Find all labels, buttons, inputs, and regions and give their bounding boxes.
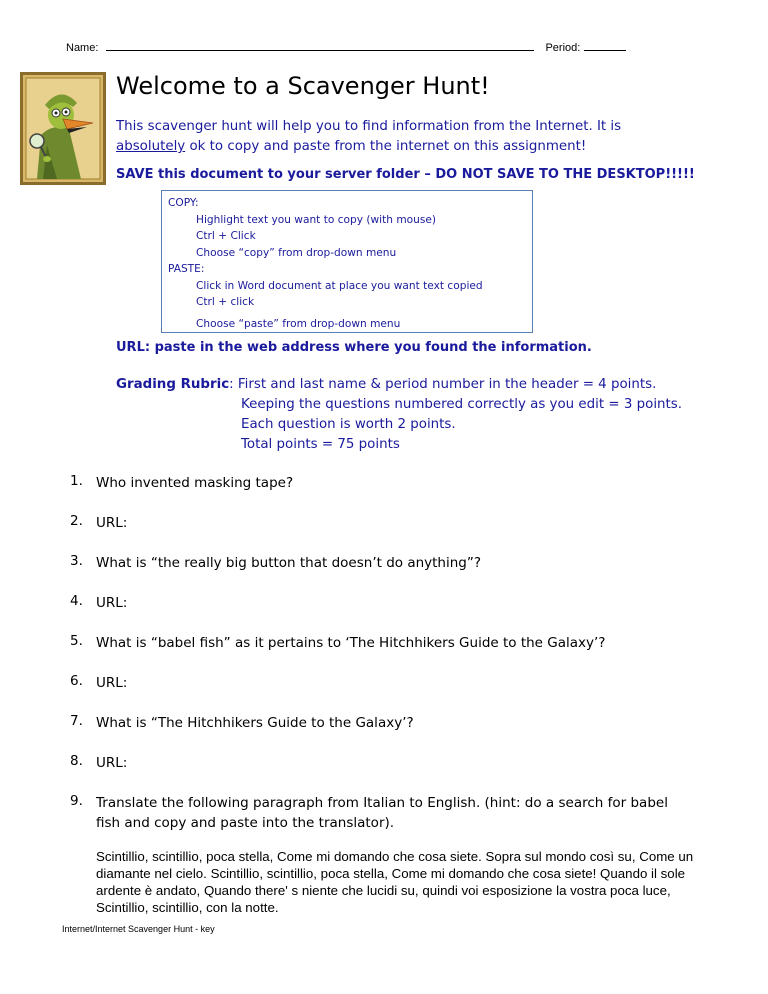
italian-paragraph: Scintillio, scintillio, poca stella, Come mi domando che cosa siete. Sopra sul mondo così su, Come un diamante nel cielo. Scintillio, scintillio, poca stella, Come mi domando che cosa siete! Quando il sole ardente è andato, Quando there' s niente che lucidi su, quindi voi esposizione la vostra poca luce, Scintillio, scintillio, con la notte.: [96, 849, 694, 915]
url-instruction: URL: paste in the web address where you found the information.: [116, 340, 592, 355]
question-number: 5.: [70, 633, 83, 649]
intro-text-part1: This scavenger hunt will help you to find information from the Internet. It is: [116, 119, 622, 134]
copy-step: Highlight text you want to copy (with mouse): [196, 213, 437, 226]
intro-underlined-word: absolutely: [116, 139, 186, 154]
name-label: Name:: [66, 42, 99, 54]
question-item[interactable]: [70, 553, 686, 573]
paste-step: Click in Word document at place you want text copied: [196, 279, 483, 292]
scavenger-figure-illustration: [23, 75, 103, 182]
question-text: What is “babel fish” as it pertains to ‘The Hitchhikers Guide to the Galaxy’?: [96, 635, 606, 651]
header: [66, 40, 626, 54]
question-item[interactable]: [70, 753, 686, 773]
question-item[interactable]: [70, 473, 686, 493]
question-number: 1.: [70, 473, 83, 489]
question-text: URL:: [96, 595, 128, 611]
document-footer: Internet/Internet Scavenger Hunt - key: [62, 924, 215, 934]
question-item[interactable]: [70, 673, 686, 693]
rubric-line: : First and last name & period number in the header = 4 points.: [229, 377, 657, 392]
copy-step: Choose “copy” from drop-down menu: [196, 246, 397, 259]
question-number: 6.: [70, 673, 83, 689]
question-text: Translate the following paragraph from Italian to English. (hint: do a search for babel fish and copy and paste into the translator).: [96, 795, 668, 831]
question-text: What is “The Hitchhikers Guide to the Galaxy’?: [96, 715, 414, 731]
question-number: 4.: [70, 593, 83, 609]
save-warning: SAVE this document to your server folder – DO NOT SAVE TO THE DESKTOP!!!!!: [116, 167, 695, 182]
question-text: URL:: [96, 755, 128, 771]
period-blank[interactable]: [584, 40, 626, 51]
question-number: 9.: [70, 793, 83, 809]
question-number: 8.: [70, 753, 83, 769]
paste-heading: PASTE:: [168, 263, 205, 275]
question-text: URL:: [96, 675, 128, 691]
rubric-label: Grading Rubric: [116, 377, 230, 392]
question-number: 3.: [70, 553, 83, 569]
question-text: URL:: [96, 515, 128, 531]
question-item[interactable]: [70, 793, 686, 833]
rubric-line: Total points = 75 points: [241, 437, 400, 452]
intro-text-part2: ok to copy and paste from the internet on this assignment!: [185, 139, 587, 154]
question-text: What is “the really big button that doesn’t do anything”?: [96, 555, 482, 571]
copy-step: Ctrl + Click: [196, 230, 256, 242]
question-item[interactable]: [70, 713, 686, 733]
paste-step: Choose “paste” from drop-down menu: [196, 317, 401, 330]
question-item[interactable]: [70, 633, 686, 653]
question-item[interactable]: [70, 593, 686, 613]
name-blank[interactable]: [106, 40, 534, 51]
grading-rubric: [116, 375, 682, 455]
copy-paste-instructions-box: [161, 190, 533, 333]
question-text: Who invented masking tape?: [96, 475, 294, 491]
intro-text: [116, 117, 716, 157]
rubric-line: Keeping the questions numbered correctly as you edit = 3 points.: [241, 397, 683, 412]
clipart-image: [20, 72, 106, 185]
question-number: 2.: [70, 513, 83, 529]
period-label: Period:: [545, 42, 581, 54]
page-title: Welcome to a Scavenger Hunt!: [116, 72, 490, 100]
question-number: 7.: [70, 713, 83, 729]
copy-heading: COPY:: [168, 197, 199, 209]
rubric-line: Each question is worth 2 points.: [241, 417, 456, 432]
question-item[interactable]: [70, 513, 686, 533]
paste-step: Ctrl + click: [196, 296, 255, 308]
